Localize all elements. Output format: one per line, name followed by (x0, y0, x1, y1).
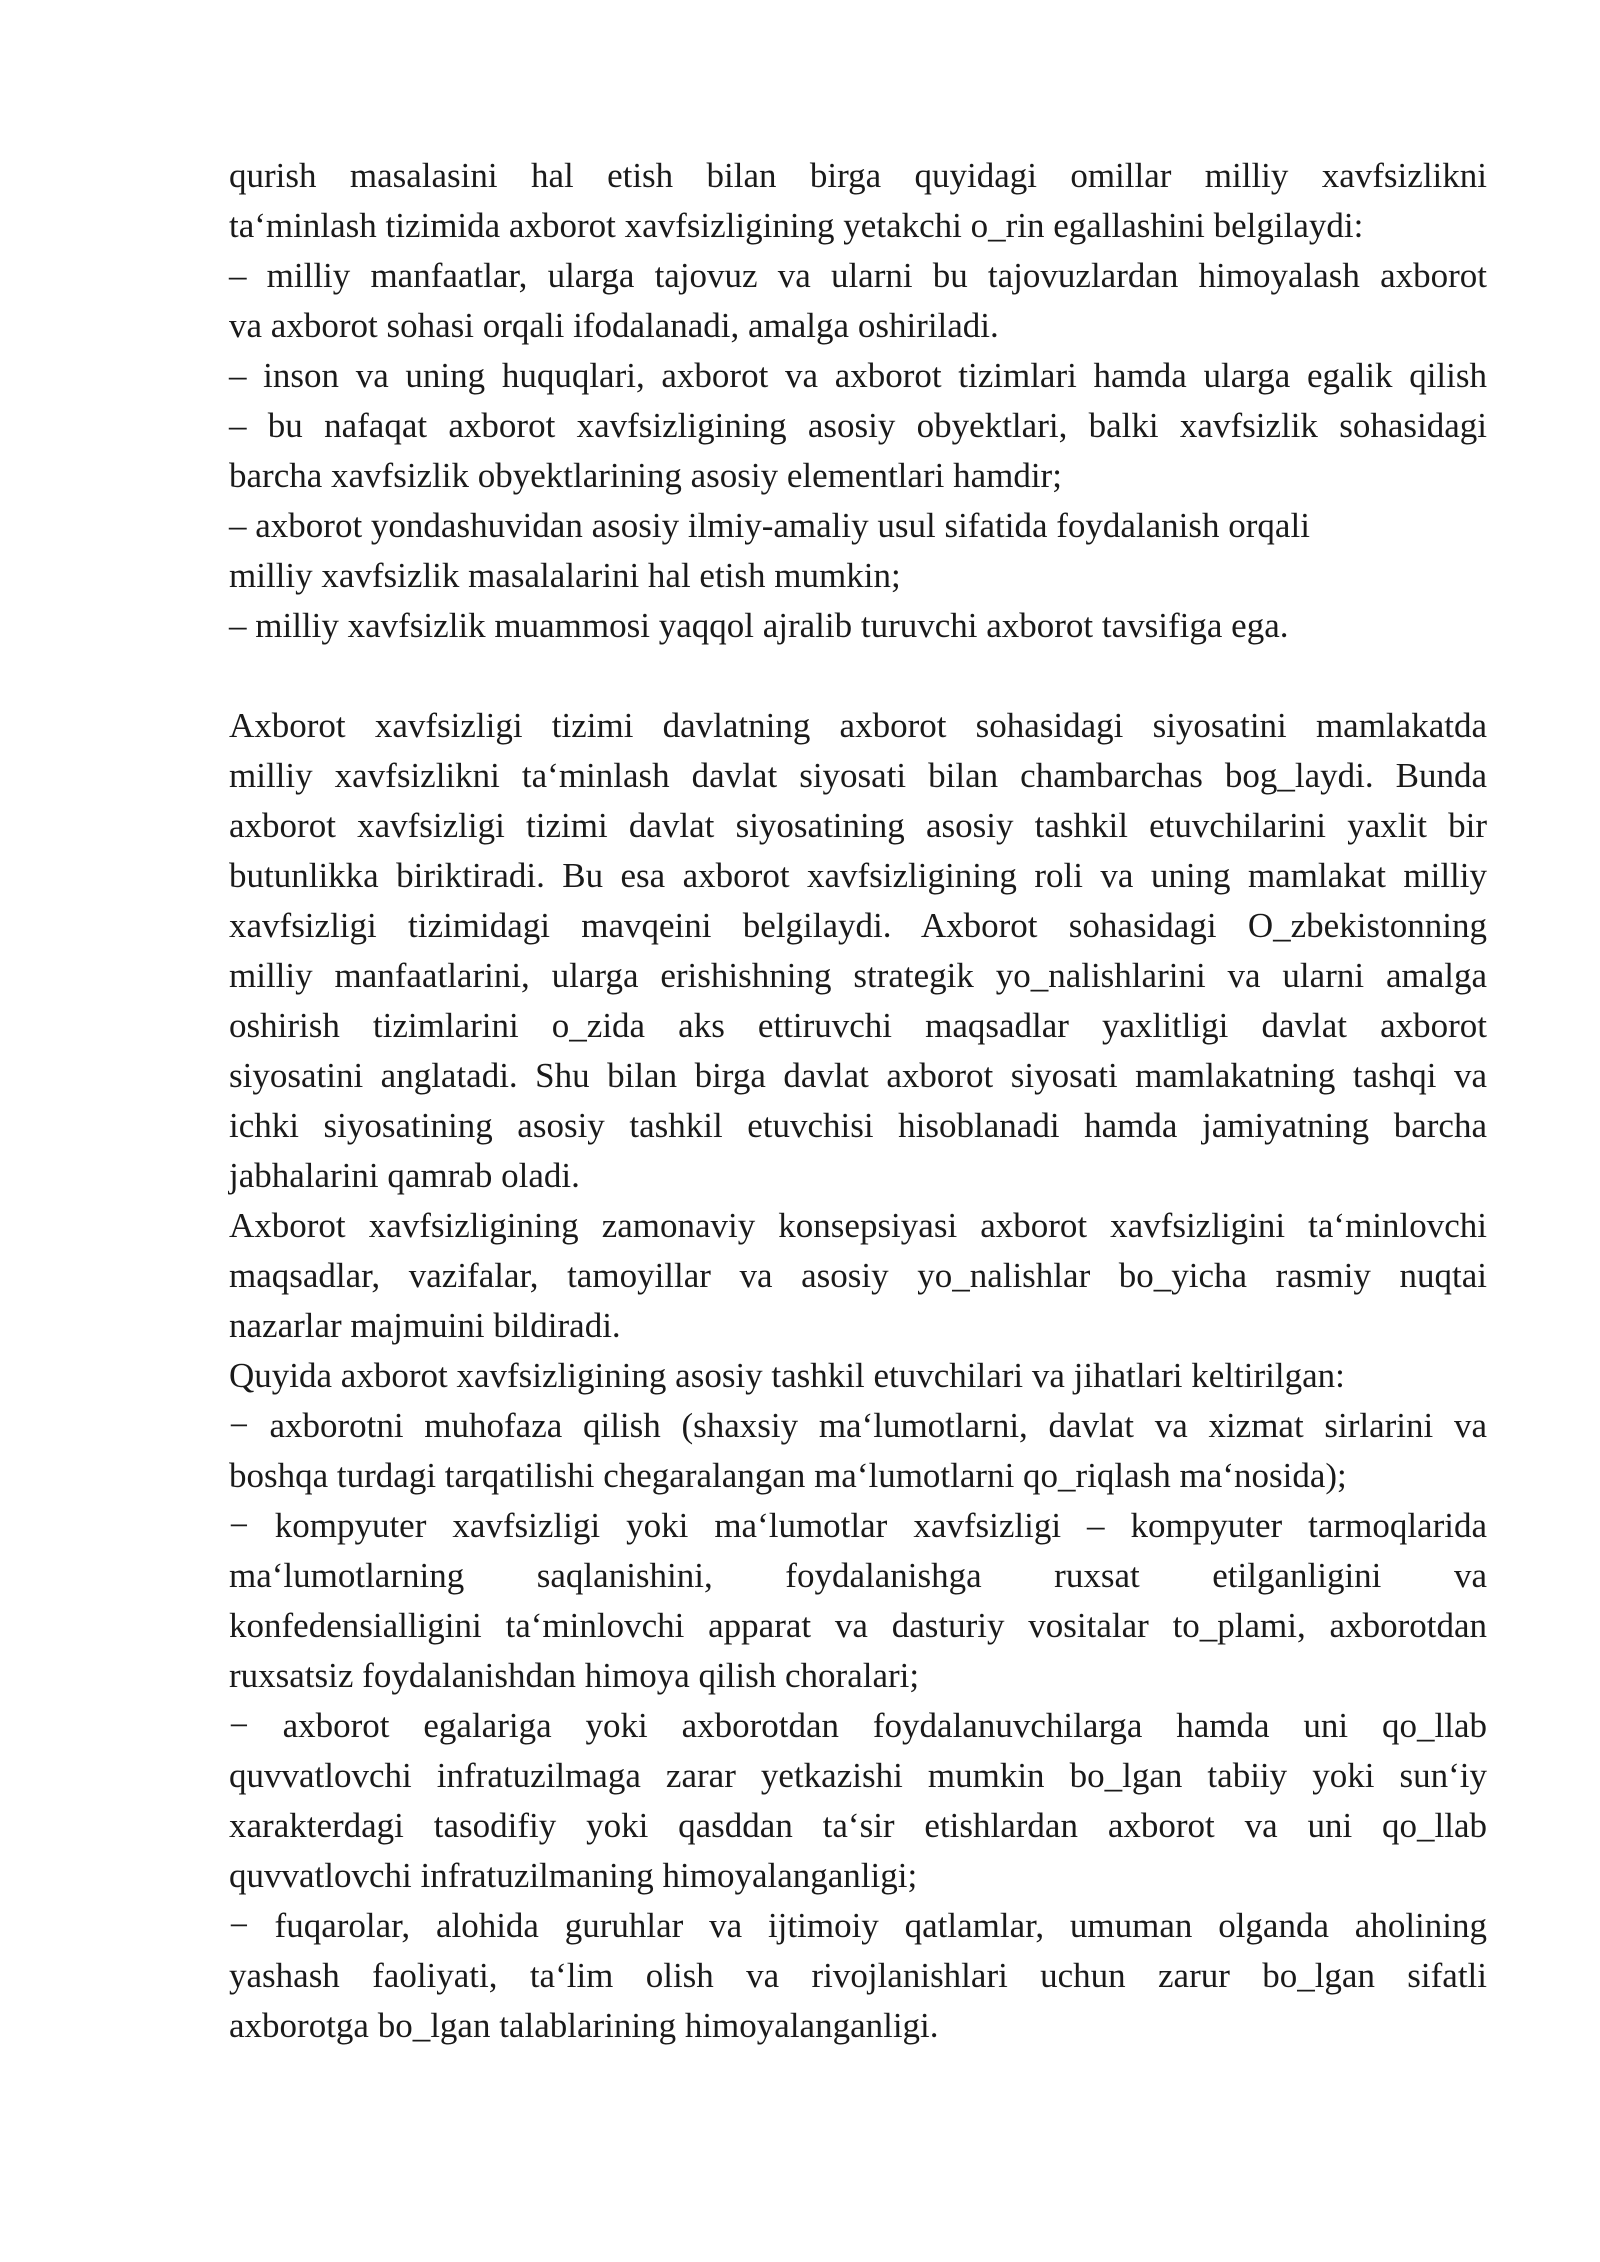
text-line: xarakterdagi tasodifiy yoki qasddan ta‘sir etishlardan axborot va uni qo_llab (229, 1806, 1487, 1845)
text-line: Axborot xavfsizligining zamonaviy konsepsiyasi axborot xavfsizligini ta‘minlovchi (229, 1206, 1487, 1245)
text-line: – axborot yondashuvidan asosiy ilmiy-amaliy usul sifatida foydalanish orqali (229, 506, 1310, 545)
document-body (229, 151, 1487, 2051)
text-line: oshirish tizimlarini o_zida aks ettiruvchi maqsadlar yaxlitligi davlat axborot (229, 1006, 1487, 1045)
list-item-information-protection (229, 1401, 1487, 1501)
text-line: ma‘lumotlarning saqlanishini, foydalanishga ruxsat etilganligini va (229, 1556, 1487, 1595)
list-item-citizens-protection (229, 1901, 1487, 2051)
text-line: quvvatlovchi infratuzilmaga zarar yetkazishi mumkin bo_lgan tabiiy yoki sun‘iy (229, 1756, 1487, 1795)
text-line: va axborot sohasi orqali ifodalanadi, amalga oshiriladi. (229, 306, 999, 345)
text-line: butunlikka biriktiradi. Bu esa axborot xavfsizligining roli va uning mamlakat milliy (229, 856, 1487, 895)
text-line: konfedensialligini ta‘minlovchi apparat va dasturiy vositalar to_plami, axborotdan (229, 1606, 1487, 1645)
list-item-information-approach (229, 501, 1487, 601)
paragraph-intro (229, 151, 1487, 251)
text-line: axborotga bo_lgan talablarining himoyalanganligi. (229, 2006, 939, 2045)
text-line: − fuqarolar, alohida guruhlar va ijtimoiy qatlamlar, umuman olganda aholining (229, 1906, 1487, 1945)
list-item-security-problem (229, 601, 1487, 651)
text-line: Axborot xavfsizligi tizimi davlatning axborot sohasidagi siyosatini mamlakatda (229, 706, 1487, 745)
text-line: Quyida axborot xavfsizligining asosiy tashkil etuvchilari va jihatlari keltirilgan: (229, 1356, 1345, 1395)
text-line: – milliy manfaatlar, ularga tajovuz va ularni bu tajovuzlardan himoyalash axborot (229, 256, 1487, 295)
paragraph-security-system (229, 701, 1487, 1201)
text-line: barcha xavfsizlik obyektlarining asosiy elementlari hamdir; (229, 456, 1062, 495)
list-item-infrastructure-protection (229, 1701, 1487, 1901)
text-line: ta‘minlash tizimida axborot xavfsizligining yetakchi o_rin egallashini belgilaydi: (229, 206, 1364, 245)
list-item-human-rights (229, 351, 1487, 501)
text-line: milliy manfaatlarini, ularga erishishning strategik yo_nalishlarini va ularni amalga (229, 956, 1487, 995)
text-line: qurish masalasini hal etish bilan birga quyidagi omillar milliy xavfsizlikni (229, 156, 1487, 195)
text-line: xavfsizligi tizimidagi mavqeini belgilaydi. Axborot sohasidagi O_zbekistonning (229, 906, 1487, 945)
text-line: quvvatlovchi infratuzilmaning himoyalanganligi; (229, 1856, 918, 1895)
paragraph-spacer (229, 651, 1487, 701)
text-line: – milliy xavfsizlik muammosi yaqqol ajralib turuvchi axborot tavsifiga ega. (229, 606, 1289, 645)
text-line: – inson va uning huquqlari, axborot va axborot tizimlari hamda ularga egalik qilish (229, 356, 1487, 395)
paragraph-concept (229, 1201, 1487, 1351)
text-line: − axborot egalariga yoki axborotdan foydalanuvchilarga hamda uni qo_llab (229, 1706, 1487, 1745)
text-line: ruxsatsiz foydalanishdan himoya qilish choralari; (229, 1656, 920, 1695)
text-line: – bu nafaqat axborot xavfsizligining asosiy obyektlari, balki xavfsizlik sohasidagi (229, 406, 1487, 445)
text-line: milliy xavfsizlik masalalarini hal etish mumkin; (229, 556, 901, 595)
text-line: jabhalarini qamrab oladi. (229, 1156, 580, 1195)
list-item-computer-security (229, 1501, 1487, 1701)
text-line: maqsadlar, vazifalar, tamoyillar va asosiy yo_nalishlar bo_yicha rasmiy nuqtai (229, 1256, 1487, 1295)
text-line: siyosatini anglatadi. Shu bilan birga davlat axborot siyosati mamlakatning tashqi va (229, 1056, 1487, 1095)
text-line: − kompyuter xavfsizligi yoki ma‘lumotlar xavfsizligi – kompyuter tarmoqlarida (229, 1506, 1487, 1545)
list-item-national-interests (229, 251, 1487, 351)
text-line: milliy xavfsizlikni ta‘minlash davlat siyosati bilan chambarchas bog_laydi. Bunda (229, 756, 1487, 795)
text-line: axborot xavfsizligi tizimi davlat siyosatining asosiy tashkil etuvchilarini yaxlit bir (229, 806, 1487, 845)
text-line: ichki siyosatining asosiy tashkil etuvchisi hisoblanadi hamda jamiyatning barcha (229, 1106, 1487, 1145)
text-line: yashash faoliyati, ta‘lim olish va rivojlanishlari uchun zarur bo_lgan sifatli (229, 1956, 1487, 1995)
text-line: − axborotni muhofaza qilish (shaxsiy ma‘lumotlarni, davlat va xizmat sirlarini va (229, 1406, 1487, 1445)
paragraph-components-intro (229, 1351, 1487, 1401)
text-line: boshqa turdagi tarqatilishi chegaralangan ma‘lumotlarni qo_riqlash ma‘nosida); (229, 1456, 1347, 1495)
text-line: nazarlar majmuini bildiradi. (229, 1306, 621, 1345)
